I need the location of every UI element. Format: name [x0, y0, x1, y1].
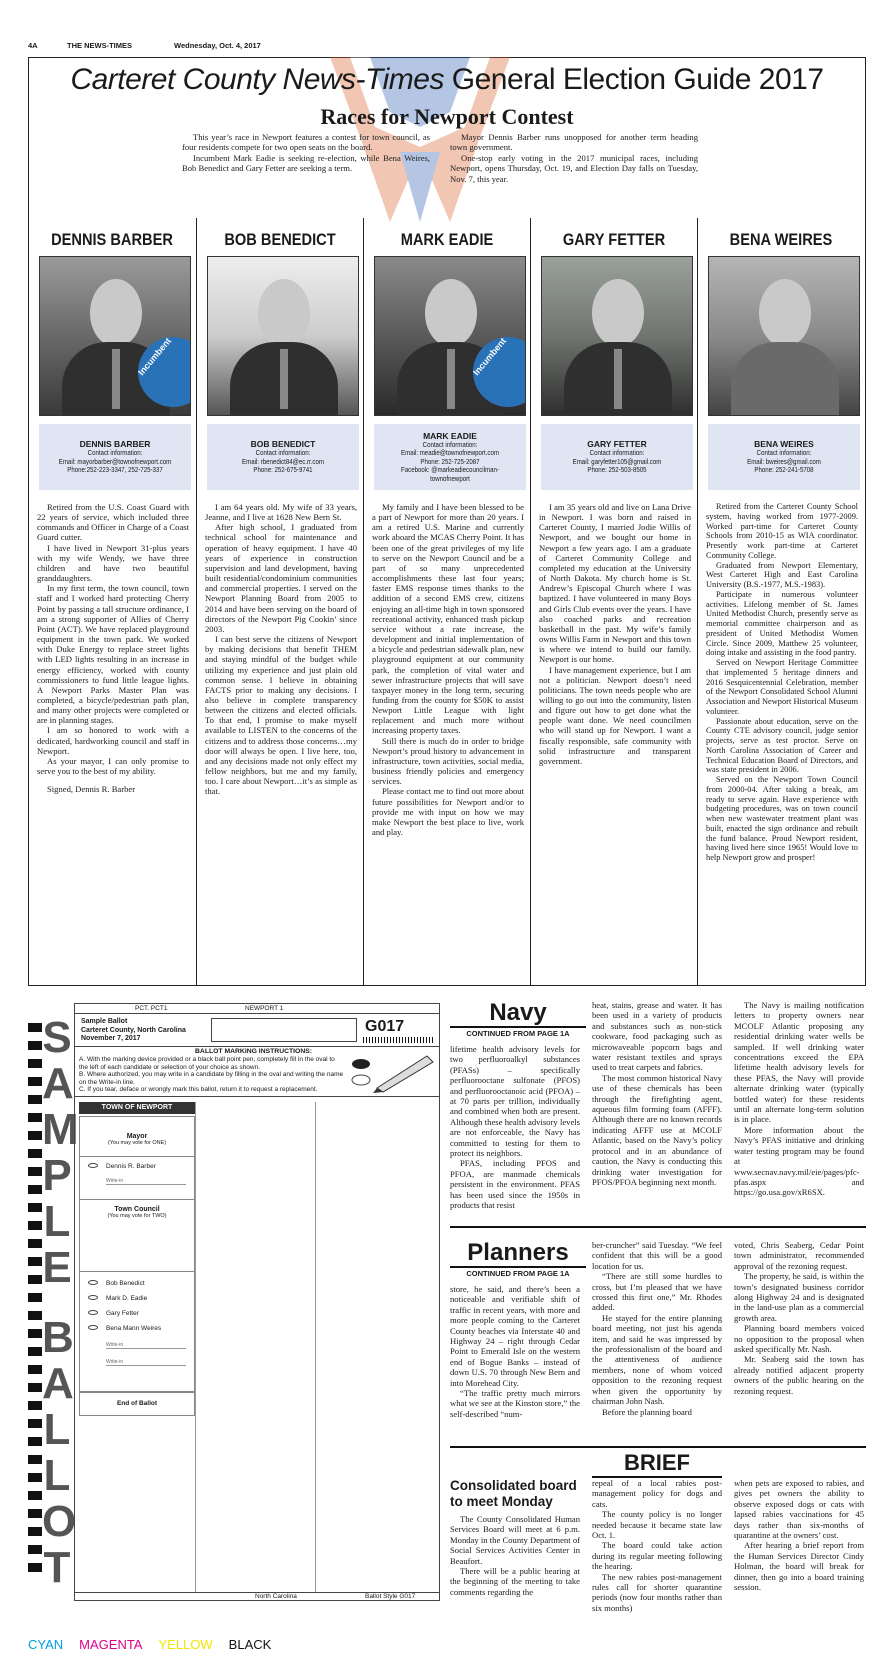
mayor-title: Mayor [126, 1133, 148, 1140]
intro-left-p2: Incumbent Mark Eadie is seeking re-election, while Bena Weires, Bob Benedict and Gary Fetter are seeking a term. [182, 152, 430, 174]
bio-paragraph: I can best serve the citizens of Newport by making decisions that benefit THEM and staying mindful of the budget while utilizing my experience and just plain old common sense. I believe in obtaining FACTS prior to making any decisions. I also believe in complete transparency between the citizens and elected officials. To that end, I promise to make myself available to LISTEN to the concerns of the citizens and to address those concerns…my door will always be open. I live here, too, and any decisions made not only effect my fellow neighbors, but me and my family, too. I care about Newport…it’s as simple as that. [205, 634, 357, 797]
guide-subtitle: Races for Newport Contest [320, 104, 574, 129]
ballot-footer-style: Ballot Style G017 [365, 1593, 416, 1600]
cmyk-yellow: YELLOW [158, 1637, 213, 1652]
intro-right-p2: One-stop early voting in the 2017 municipal races, including Newport, opens Thursday, Oct. 19, and Election Day falls on Tuesday, Nov. 7, this year. [450, 152, 698, 184]
barcode-icon [363, 1037, 433, 1043]
bio-paragraph: Passionate about education, serve on the County CTE advisory council, judge senior projects, serve as test proctor. Serve on North Carolina Association of Career and Technical Education Board of Directors, and was state president in 2006. [706, 716, 858, 775]
guide-title [30, 63, 864, 97]
candidate-column-eadie [363, 218, 529, 986]
planners-paragraph: voted, Chris Seaberg, Cedar Point town administrator, recommended approval of the rezoning request. [734, 1240, 864, 1271]
contact-line: Contact information: [87, 448, 143, 458]
ballot-instruction: A. With the marking device provided or a black ball point pen, completely fill in the oval to the left of each candidate or selection of your choice as shown. [79, 1056, 335, 1071]
navy-paragraph: The most common historical Navy use of these chemicals has been through the firefighting agent, aqueous film forming foam (AFFF). Although there are no known records indicating AFFF use at MCOLF Atlantic, based on the Navy’s policy protocol and in an abundance of caution, the Navy is conducting this drinking water investigation for PFOS/PFOA beginning next month. [592, 1072, 722, 1187]
candidate-photo [708, 256, 860, 416]
bio-paragraph: Still there is much do in order to bridge Newport’s proud history to advancement in infrastructure, town activities, social media, business friendly policies and emergency services. [372, 735, 524, 787]
navy-header [450, 1000, 586, 1038]
planners-paragraph: Mr. Seaberg said the town has already notified adjacent property owners of the public hearing on the rezoning request. [734, 1354, 864, 1396]
candidate-name: MARK EADIE [400, 230, 494, 249]
intro-left-p1: This year’s race in Newport features a contest for town council, as four residents compete for two open seats on the board. [182, 132, 430, 153]
bio-paragraph: Served on Newport Heritage Committee that implemented 5 heritage dinners and 2016 Sesquicentennial Celebration, member of the Newport Consolidated School Alumni Association and Newport Historical Museum volunteer. [706, 658, 858, 716]
issue-date: Wednesday, Oct. 4, 2017 [174, 41, 261, 50]
council-choices [79, 1272, 195, 1392]
ballot-town-header: TOWN OF NEWPORT [79, 1102, 195, 1114]
contact-name: GARY FETTER [587, 439, 647, 450]
bio-paragraph: I have lived in Newport 31-plus years with my wife Wendy, we have three children and have two beautiful granddaughters. [37, 542, 189, 584]
navy-title: Navy [489, 999, 547, 1026]
ballot-instruction: B. Where authorized, you may write in a candidate by filling in the oval and writing the name on the Write-in line. [79, 1071, 344, 1086]
bio-paragraph: Retired from the U.S. Coast Guard with 22 years of service, which included three commands and Officer in Charge of a Coast Guard cutter. [37, 502, 189, 543]
candidate-bio [205, 502, 357, 797]
navy-paragraph: lifetime health advisory levels for two perfluoroalkyl substances (PFASs) – specifically perfluorooctane sulfonate (PFOS) and perfluorooctanoic acid (PFOA) – at 70 parts per trillion, individually and combined when both are present. Although these health advisory levels are not enforceable, the Navy has committed to testing for them to protect its neighbors. [450, 1044, 580, 1159]
brief-col-2 [592, 1478, 722, 1613]
bio-paragraph: I have management experience, but I am not a politician. Newport doesn’t need politicians. The town needs people who are willing to go out into the community, listen and figure out how to get done what the people want done. We need councilmen who will stand up for Newport. I want a fiscally responsible, safe community with solid infrastructure and transparent government. [539, 664, 691, 766]
ballot-choice[interactable] [88, 1295, 194, 1302]
choice-label: Gary Fetter [106, 1310, 139, 1317]
council-title: Town Council [114, 1206, 160, 1213]
candidate-photo [374, 256, 526, 416]
bio-paragraph: Retired from the Carteret County School system, having worked from 1977-2009. Worked part-time for Carteret County Schools from 2010-15 as WIA coordinator. Presently work part-time at Carteret Community College. [706, 502, 858, 560]
contact-name: BENA WEIRES [754, 439, 814, 450]
brief-paragraph: The County Consolidated Human Services Board will meet at 6 p.m. Monday in the County Department of Social Services Activities Center in Beaufort. [450, 1514, 580, 1566]
ballot-letter: A [42, 1059, 74, 1108]
pen-marking-icon [349, 1052, 435, 1094]
brief-paragraph: There will be a public hearing at the beginning of the meeting to take comments regarding the [450, 1566, 580, 1597]
paper-name: THE NEWS-TIMES [67, 41, 132, 50]
planners-paragraph: Planning board members voiced no opposition to the proposal when asked specifically Mr. Nash. [734, 1323, 864, 1355]
brief-paragraph: when pets are exposed to rabies, and gives pet owners the ability to observe exposed dogs or cats with lapsed rabies vaccinations for 45 days rather than six-months of quarantine at the owners’ cost. [734, 1478, 864, 1541]
ballot-letter: L [43, 1197, 71, 1246]
brief-col-1 [450, 1514, 580, 1597]
section-divider [450, 1446, 866, 1448]
bio-paragraph: My family and I have been blessed to be a part of Newport for more than 20 years. I am a retired U.S. Marine and currently work aboard the MCAS Cherry Point. It has been one of the great privileges of my life to serve on the Newport Council and be a part of so many unprecedented accomplishments these last four years; faster EMS response times thanks to the addition of a second EMS crew, citizens enjoying an all-time high in town sponsored recreational activity, enhanced trash pickup service without a rate increase, the development and initial implementation of a bicycle and pedestrian sidewalk plan, new playground equipment at our community park, the completion of vital water and sewer infrastructure projects that will save taxpayer money in the long term, securing funding from the county for $50K to assist Newport Little League with light replacement and much more without increasing property taxes. [372, 502, 524, 736]
ballot-writein[interactable]: Write-in [106, 1342, 186, 1349]
brief-title: BRIEF [592, 1450, 722, 1478]
contact-box [374, 424, 526, 490]
choice-label: Mark D. Eadie [106, 1295, 148, 1302]
contact-line: Phone: 252-241-5708 [754, 465, 814, 475]
ballot-footer-state: North Carolina [255, 1593, 297, 1600]
ballot-letter: L [43, 1405, 71, 1454]
contact-name: MARK EADIE [423, 430, 477, 441]
brief-col-3 [734, 1478, 864, 1592]
contact-line: Phone: 252-675-9741 [253, 465, 313, 475]
bio-paragraph: I am 35 years old and live on Lana Drive in Newport. I was born and raised in Carteret County, I married Jodie Willis of Newport, and we bought our home in Newport a few years ago. I am a graduate of Carteret Community College and completed my education at the University of North Dakota. My church home is St. Andrew’s Episcopal Church where I was baptized. I have volunteered in many Boys and Girls Club events over the years. I have also coached parks and recreation basketball in the past. My wife’s family owns Willis Farm in Newport and this town is where we intend to build our family. Newport is our home. [539, 502, 691, 665]
contact-name: BOB BENEDICT [250, 439, 316, 450]
planners-paragraph: store, he said, and there’s been a noticeable and verifiable shift of traffic in recent years, with more and more people coming to the Carteret County beaches via Interstate 40 and Highway 24 – right through Cedar Point to Emerald Isle on the western end of Bogue Banks – instead of down U.S. 70 through New Bern and into Morehead City. [450, 1284, 580, 1388]
contact-line: Phone: 252-725-2087 [420, 456, 480, 466]
candidate-column-fetter [530, 218, 696, 986]
incumbent-badge: Incumbent [124, 323, 191, 416]
ballot-writein[interactable]: Write-in [106, 1178, 186, 1185]
cmyk-magenta: MAGENTA [79, 1637, 143, 1652]
intro-right-p1: Mayor Dennis Barber runs unopposed for another term heading town government. [450, 132, 698, 153]
contact-name: DENNIS BARBER [79, 439, 151, 450]
contact-line: Email: rbenedict84@ec.rr.com [242, 456, 324, 466]
bio-paragraph: Served on the Newport Town Council from 2000-04. After taking a break, am ready to serve again. Have experience with budgeting procedures, was on town council when new wastewater treatment plant was built, enacted the sign ordinance and rebuilt the fund balance. Proud Newport resident, having lived here since 1965! Would love to help Newport grow and prosper! [706, 775, 858, 862]
navy-paragraph: More information about the Navy’s PFAS initiative and drinking water testing program may be found at www.secnav.navy.mil/eie/pages/pfc-pfas.aspx and https://go.usa.gov/xR6SX. [734, 1124, 864, 1198]
ballot-heading [81, 1018, 186, 1044]
intro-right [450, 132, 698, 184]
ballot-precinct: PCT. PCT1 [135, 1005, 168, 1012]
contact-line: townofnewport [430, 473, 470, 483]
contact-box [39, 424, 191, 490]
candidate-column-barber [29, 218, 195, 986]
navy-col-3 [734, 1000, 864, 1198]
contact-line: Phone:252-223-3347, 252-725-337 [67, 465, 163, 475]
contact-line: Email: meadie@townofnewport.com [401, 448, 499, 458]
guide-title-rest: General Election Guide 2017 [443, 63, 824, 96]
navy-paragraph: The Navy is mailing notification letters to property owners near MCOLF Atlantic proposing any residential drinking water wells be sampled. If well drinking water concentrations exceed the EPA lifetime health advisory levels for these PFAS, the Navy will provide alternate drinking water (typically bottled water) for these residents until an alternate long-term solution is in place. [734, 1000, 864, 1125]
ballot-writein[interactable]: Write-in [106, 1359, 186, 1366]
ballot-letter: B [42, 1313, 74, 1362]
planners-paragraph: “The traffic pretty much mirrors what we see at the Kinston store,” the self-described “num- [450, 1388, 580, 1419]
ballot-choice[interactable] [88, 1325, 194, 1332]
candidate-bio [37, 502, 189, 794]
contact-box [541, 424, 693, 490]
candidate-bio [706, 502, 858, 863]
incumbent-badge: Incumbent [459, 323, 526, 416]
bio-signature: Signed, Dennis R. Barber [47, 784, 136, 795]
planners-continued: CONTINUED FROM PAGE 1A [450, 1266, 586, 1278]
brief-headline: Consolidated board to meet Monday [450, 1478, 577, 1509]
cmyk-registration [28, 1636, 283, 1654]
candidate-name: BOB BENEDICT [224, 230, 336, 249]
ballot-letter: O [42, 1497, 77, 1546]
ballot-id-box [211, 1018, 357, 1042]
bio-paragraph: In my first term, the town council, town staff and I worked hard protecting Cherry Point by passing a tall structure ordinance, I am a strong supporter of Allies of Cherry Point (ACT). We have replaced playground equipment in the town park. We worked with Duke Energy to replace street lights with LED lights resulting in an increase in energy efficiency, worked with county commissioners to fund little league lights. A Newport Parks Master Plan was completed, a bicycle/pedestrian path plan, and many other projects were completed or are in planning stages. [37, 583, 189, 726]
candidate-photo [541, 256, 693, 416]
planners-paragraph: The property, he said, is within the town’s designated business corridor along Highway 24 and is designated in the land-use plan as a commercial growth area. [734, 1271, 864, 1323]
bio-paragraph: Graduated from Newport Elementary, West Carteret High and East Carolina University (B.S.-1977, M.S.-1983). [706, 560, 858, 589]
ballot-timing-marks [28, 1023, 42, 1583]
candidate-photo [207, 256, 359, 416]
ballot-choice[interactable] [88, 1280, 194, 1287]
ballot-end: End of Ballot [79, 1392, 195, 1416]
ballot-heading-line: Sample Ballot [81, 1018, 128, 1025]
guide-title-italic: Carteret County News-Times [70, 63, 444, 96]
ballot-code: G017 [365, 1018, 405, 1035]
ballot-letter: L [43, 1451, 71, 1500]
cmyk-cyan: CYAN [28, 1637, 64, 1652]
ballot-letter: S [42, 1013, 72, 1062]
ballot-letter: A [42, 1359, 74, 1408]
candidate-column-weires [697, 218, 863, 986]
candidate-name: GARY FETTER [562, 230, 666, 249]
bio-paragraph: I am so honored to work with a dedicated, hardworking council and staff in Newport. [37, 725, 189, 756]
ballot-letter: E [42, 1243, 72, 1292]
bio-paragraph: I am 64 years old. My wife of 33 years, Jeanne, and I live at 1628 New Bern St. [205, 502, 357, 523]
ballot-letter: M [42, 1105, 79, 1154]
ballot-heading-line: November 7, 2017 [81, 1035, 141, 1042]
contact-line: Email: garyfetter105@gmail.com [572, 456, 662, 466]
ballot-contests [79, 1116, 195, 1272]
navy-continued: CONTINUED FROM PAGE 1A [450, 1026, 586, 1038]
brief-paragraph: After hearing a brief report from the Human Services Director Cindy Holman, the board will break for dinner, then go into a board training session. [734, 1540, 864, 1593]
council-note: (You may vote for TWO) [107, 1213, 167, 1219]
section-divider [450, 1226, 866, 1228]
ballot-area: NEWPORT 1 [245, 1005, 284, 1012]
brief-paragraph: The board could take action during its regular meeting following the hearing. [592, 1540, 722, 1572]
ballot-choice[interactable] [88, 1310, 194, 1317]
candidate-bio [372, 502, 524, 837]
mayor-note: (You may vote for ONE) [107, 1140, 167, 1146]
choice-label: Bob Benedict [106, 1280, 145, 1287]
contact-box [207, 424, 359, 490]
bio-paragraph: As your mayor, I can only promise to serve you to the best of my ability. [37, 755, 189, 777]
ballot-letter: P [42, 1151, 72, 1200]
navy-paragraph: PFAS, including PFOS and PFOA, are manmade chemicals persistent in the environment. PFAS has been used since the 1950s in products that resist [450, 1158, 580, 1211]
cmyk-black: BLACK [228, 1637, 272, 1652]
contact-box [708, 424, 860, 490]
bio-paragraph: Please contact me to find out more about future possibilities for Newport and/or to provide me with input on how we may make Newport the best place to live, work and play. [372, 786, 524, 837]
contact-line: Contact information: [756, 448, 812, 458]
sample-ballot [28, 1003, 440, 1601]
bio-paragraph: Participate in numerous volunteer activities. Lifelong member of St. James United Methodist Church, presently serve as memorial committee chairperson and as president of United Methodist Women Circle. Since 2009, Matthew 25 volunteer, doing intake and assisting in the food pantry. [706, 589, 858, 658]
planners-paragraph: He stayed for the entire planning board meeting, not just his agenda item, and said he was impressed by the professionalism of the board and the attentiveness of audience members, none of whom voiced opposition to the rezoning request when given the opportunity by chairman John Nash. [592, 1312, 722, 1407]
candidate-name: BENA WEIRES [729, 230, 833, 249]
planners-paragraph: ber-cruncher” said Tuesday. “We feel confident that this will be a good location for us. [592, 1240, 722, 1271]
contact-line: Email: mayorbarber@townofnewport.com [58, 456, 172, 466]
planners-header [450, 1240, 586, 1278]
choice-label: Bena Mann Weires [106, 1325, 162, 1332]
ballot-instructions-title: BALLOT MARKING INSTRUCTIONS: [195, 1048, 313, 1055]
planners-title: Planners [467, 1239, 569, 1266]
ballot-instruction: C. If you tear, deface or wrongly mark this ballot, return it to request a replacement. [79, 1086, 318, 1093]
planners-paragraph: Before the planning board [602, 1406, 692, 1417]
intro-left [182, 132, 430, 174]
contact-line: Contact information: [589, 448, 645, 458]
navy-col-2 [592, 1000, 722, 1187]
ballot-instructions [79, 1056, 344, 1094]
brief-paragraph: The county policy is no longer needed because it became state law Oct. 1. [592, 1509, 722, 1541]
planners-col-1 [450, 1284, 580, 1419]
planners-col-2 [592, 1240, 722, 1417]
contact-line: Email: bweires@gmail.com [747, 456, 821, 466]
brief-paragraph: The new rabies post-management rules call for shorter quarantine periods (now four months rather than six months) [592, 1571, 722, 1613]
contact-line: Contact information: [255, 448, 311, 458]
choice-label: Dennis R. Barber [106, 1163, 156, 1170]
brief-paragraph: repeal of a local rabies post-management policy for dogs and cats. [592, 1478, 722, 1509]
page-number: 4A [28, 41, 38, 50]
contact-line: Facebook: @markeadiecouncilman- [401, 465, 499, 475]
planners-paragraph: “There are still some hurdles to cross, but I’m pleased that we have crossed this first one,” Mr. Rhodes added. [592, 1271, 722, 1313]
ballot-heading-line: Carteret County, North Carolina [81, 1026, 186, 1034]
sample-ballot-letters [42, 1003, 79, 1601]
candidate-name: DENNIS BARBER [51, 230, 173, 249]
contact-line: Contact information: [422, 439, 478, 449]
candidate-bio [539, 502, 691, 766]
planners-col-3 [734, 1240, 864, 1396]
navy-paragraph: heat, stains, grease and water. It has been used in a variety of products and substances such as non-stick cookware, food packaging such as microwaveable popcorn bags and water resistant textiles and sprays used to treat carpets and fabrics. [592, 1000, 722, 1073]
bio-paragraph: After high school, I graduated from technical school for maintenance and operation of heavy equipment. I have 40 years of experience in construction supervision and land development, having built residential/condominium communities and commercial properties. I served on the Newport Planning Board from 2005 to 2014 and have been serving on the board of directors of the Newport Pig Cookin’ since 2003. [205, 522, 357, 634]
candidate-photo [39, 256, 191, 416]
contact-line: Phone: 252-503-8505 [587, 465, 647, 475]
ballot-sheet [74, 1003, 440, 1601]
ballot-letter: T [43, 1543, 71, 1592]
ballot-choice[interactable] [88, 1163, 194, 1170]
candidate-column-benedict [196, 218, 362, 986]
navy-col-1 [450, 1044, 580, 1211]
